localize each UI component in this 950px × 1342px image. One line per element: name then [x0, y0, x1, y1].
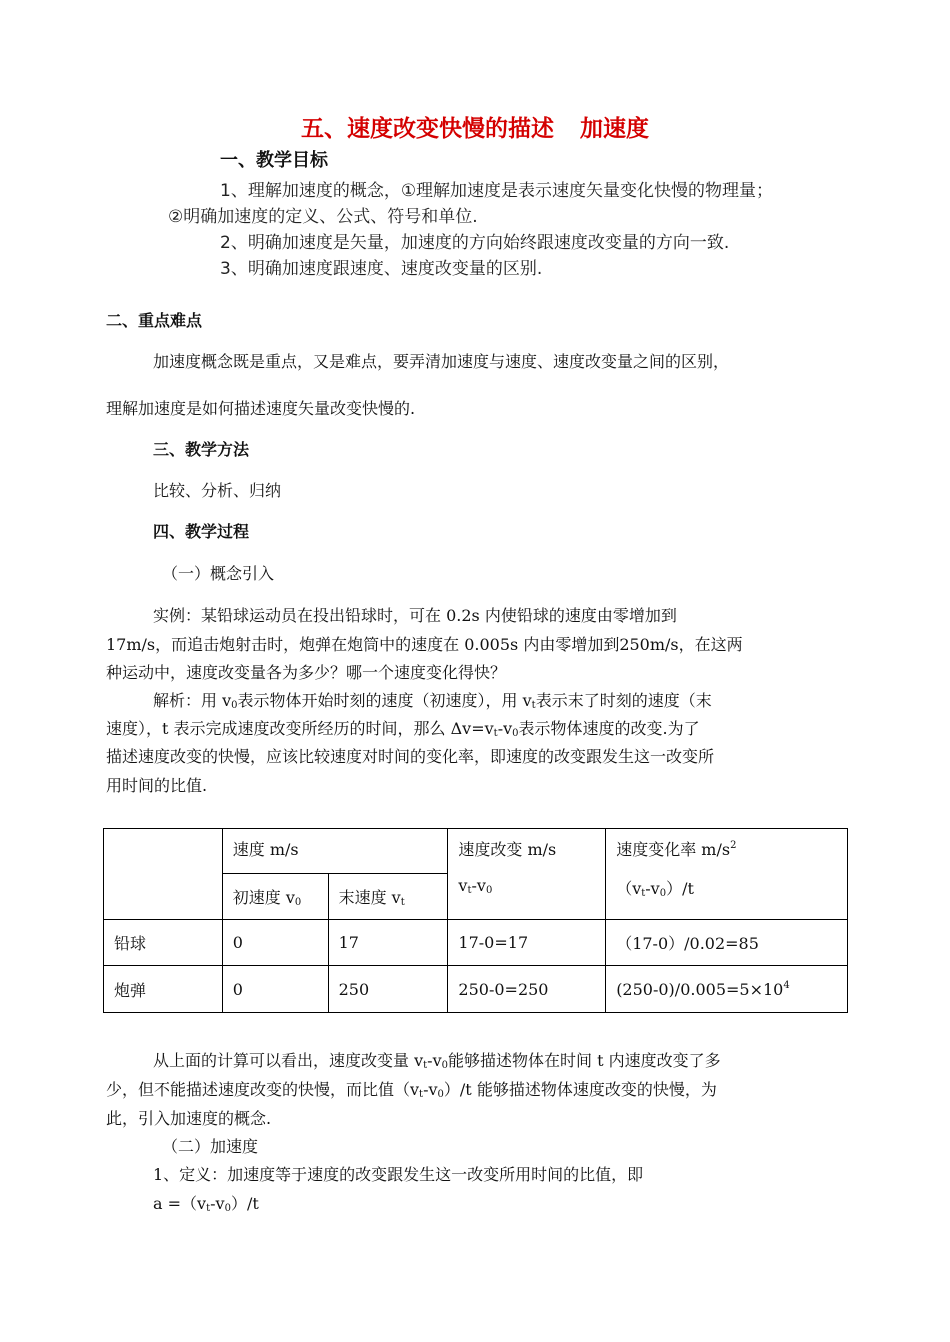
- key-points-line-2: 理解加速度是如何描述速度矢量改变快慢的.: [106, 399, 416, 418]
- title-part2: 加速度: [580, 116, 649, 142]
- header-change: 速度改变 m/s $v_t-v_0$: [448, 829, 606, 920]
- example-line-1: 实例：某铅球运动员在投出铅球时，可在 0.2s 内使铅球的速度由零增加到: [153, 606, 677, 625]
- header-rate: 速度变化率 $m/s^2$ $(v_t-v_0)/t$: [606, 829, 848, 920]
- example-line-3: 种运动中，速度改变量各为多少？哪一个速度变化得快？: [106, 663, 507, 682]
- after-table-line-1: 从上面的计算可以看出，速度改变量 $v_t-v_0$能够描述物体在时间 t 内速度改变了多: [153, 1051, 721, 1071]
- objective-line-1: 1、理解加速度的概念，①理解加速度是表示速度矢量变化快慢的物理量；: [220, 181, 774, 201]
- methods-heading: 三、教学方法: [153, 440, 250, 459]
- header-v0: 初速度 $v_0$: [222, 874, 328, 920]
- objectives-heading: 一、教学目标: [220, 150, 328, 171]
- key-points-line-1: 加速度概念既是重点，又是难点，要弄清加速度与速度、速度改变量之间的区别，: [153, 352, 730, 371]
- header-speed: 速度 m/s: [222, 829, 448, 874]
- row-v0: 0: [222, 920, 328, 966]
- row-change: 17-0=17: [448, 920, 606, 966]
- table-row: [104, 966, 848, 1013]
- acceleration-definition: 1、定义：加速度等于速度的改变跟发生这一改变所用时间的比值，即: [153, 1165, 644, 1184]
- row-vt: 250: [328, 966, 448, 1013]
- analysis-line-4: 用时间的比值.: [106, 776, 208, 795]
- header-vt: 末速度 $v_t$: [328, 874, 448, 920]
- process-heading: 四、教学过程: [153, 522, 250, 541]
- analysis-line-2: 速度），t 表示完成速度改变所经历的时间，那么 $\Delta v=v_t-v_0$表示物体速度的改变.为了: [106, 719, 700, 739]
- row-rate: $(250-0)/0.005=5\times 10^4$: [606, 966, 848, 1013]
- table-corner-cell: [104, 829, 223, 920]
- page-title: [0, 110, 950, 143]
- header-rate-formula: $(v_t-v_0)/t$: [616, 879, 694, 899]
- data-table: [103, 828, 848, 1013]
- objective-line-3: 2、明确加速度是矢量，加速度的方向始终跟速度改变量的方向一致.: [220, 233, 730, 253]
- objective-line-4: 3、明确加速度跟速度、速度改变量的区别.: [220, 259, 543, 279]
- row-vt: 17: [328, 920, 448, 966]
- acceleration-formula: $a =(v_t-v_0)/t$: [153, 1194, 259, 1214]
- example-line-2: 17m/s，而追击炮射击时，炮弹在炮筒中的速度在 0.005s 内由零增加到250m/s，在这两: [106, 635, 743, 654]
- row-rate: （17-0）/0.02=85: [606, 920, 848, 966]
- row-name: 炮弹: [104, 966, 223, 1013]
- table-row: [104, 920, 848, 966]
- title-part1: 五、速度改变快慢的描述: [301, 116, 554, 142]
- process-sub-1: （一）概念引入: [162, 564, 275, 583]
- row-v0: 0: [222, 966, 328, 1013]
- key-points-heading: 二、重点难点: [106, 311, 203, 330]
- methods-text: 比较、分析、归纳: [153, 481, 282, 500]
- after-table-line-2: 少，但不能描述速度改变的快慢，而比值$(v_t-v_0)/t$ 能够描述物体速度改变的快慢，为: [106, 1080, 717, 1100]
- row-change: 250-0=250: [448, 966, 606, 1013]
- analysis-line-3: 描述速度改变的快慢，应该比较速度对时间的变化率，即速度的改变跟发生这一改变所: [106, 747, 715, 766]
- acceleration-sub-heading: （二）加速度: [162, 1137, 259, 1156]
- header-change-formula: $v_t-v_0$: [458, 876, 493, 896]
- objective-line-2: ②明确加速度的定义、公式、符号和单位.: [168, 207, 478, 227]
- after-table-line-3: 此，引入加速度的概念.: [106, 1109, 272, 1128]
- row-name: 铅球: [104, 920, 223, 966]
- analysis-line-1: 解析：用 $v_0$表示物体开始时刻的速度（初速度），用 $v_t$表示末了时刻的速度（末: [153, 691, 712, 711]
